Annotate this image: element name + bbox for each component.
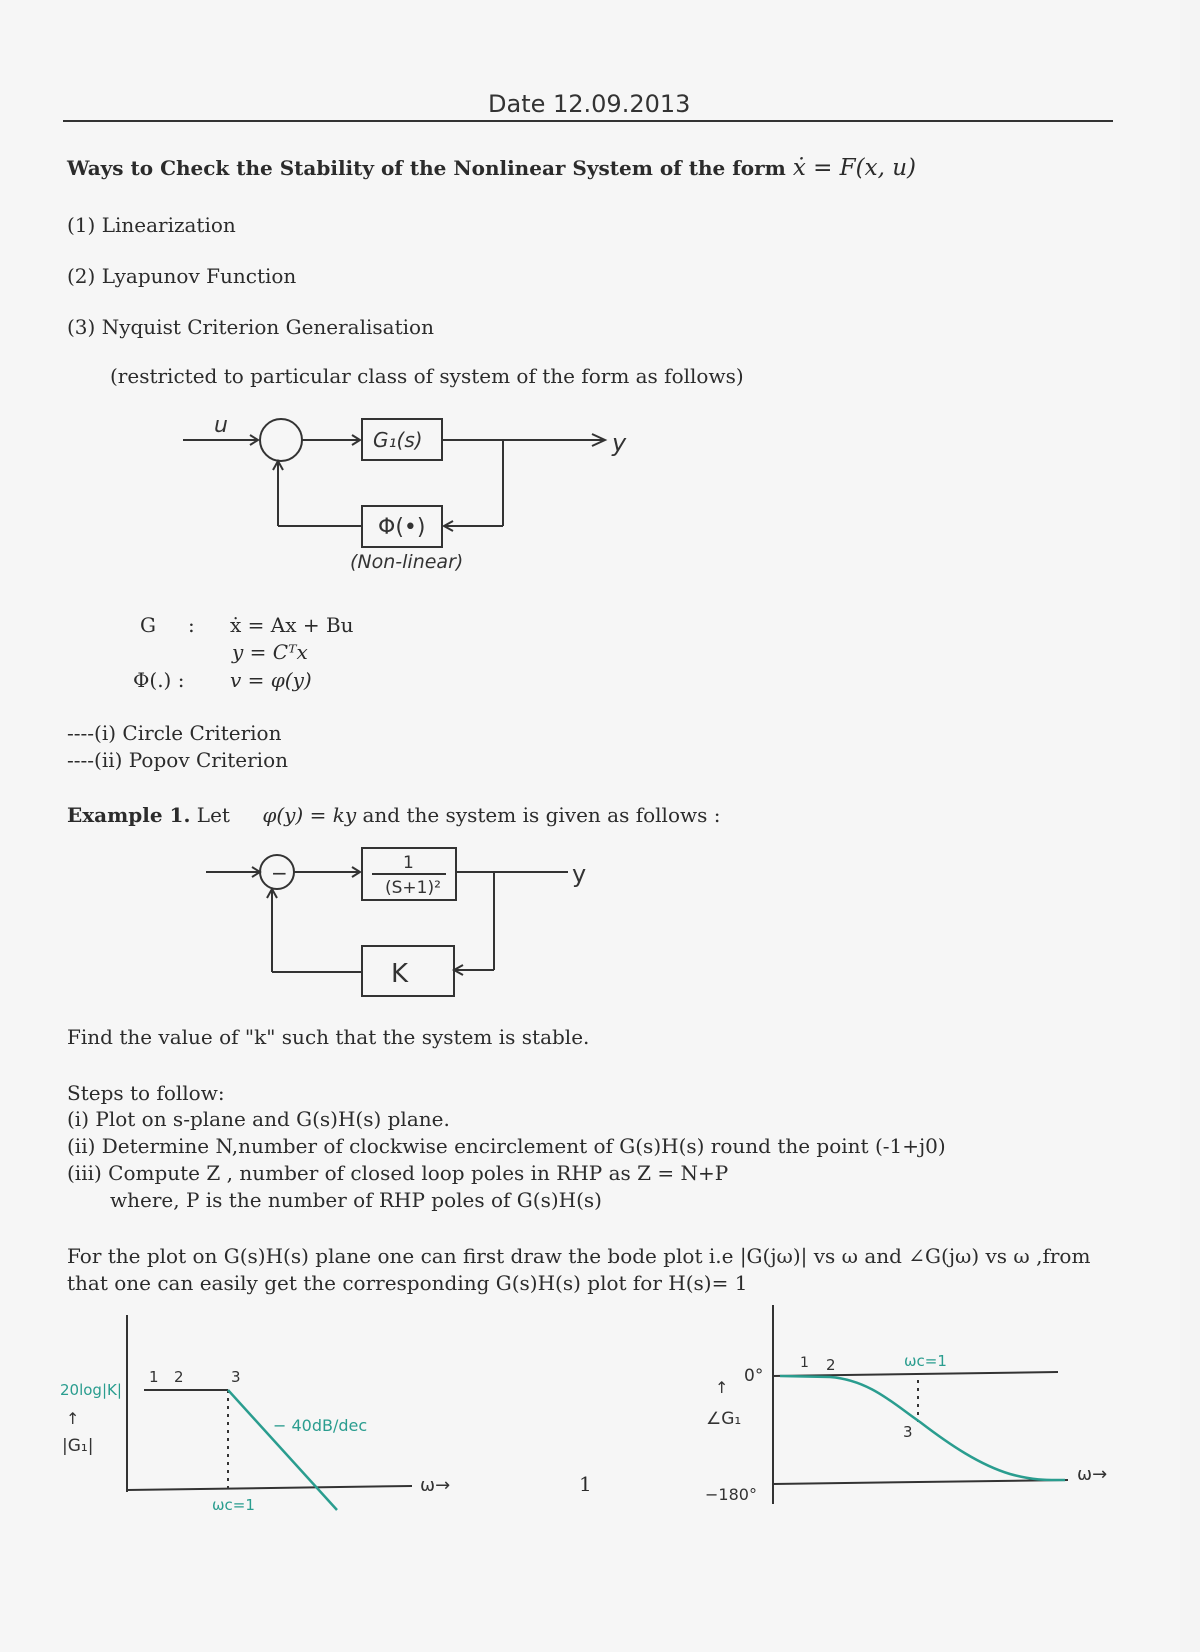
- diagram1-forward-block: G₁(s): [373, 428, 423, 452]
- phase-pt-3: 3: [903, 1423, 913, 1441]
- mag-xaxis: ω→: [420, 1475, 451, 1496]
- bode-text-line2: that one can easily get the corresponding G(s)H(s) plot for H(s)= 1: [67, 1271, 748, 1295]
- eq-phi-label: Φ(.) :: [133, 668, 185, 692]
- step-1: (i) Plot on s-plane and G(s)H(s) plane.: [67, 1107, 450, 1131]
- eq-colon: :: [188, 613, 195, 637]
- mag-arrow: ↑: [66, 1409, 80, 1428]
- phase-corner: ωc=1: [904, 1352, 947, 1370]
- bode-text-line1: For the plot on G(s)H(s) plane one can first draw the bode plot i.e |G(jω)| vs ω and ∠G(jω) vs ω ,from: [67, 1244, 1091, 1268]
- method-3: (3) Nyquist Criterion Generalisation: [67, 315, 434, 339]
- mag-pt-2: 2: [174, 1368, 184, 1386]
- method-1: (1) Linearization: [67, 213, 236, 237]
- mag-slope: − 40dB/dec: [273, 1416, 368, 1435]
- diagram1-output-label: y: [612, 429, 627, 457]
- diagram2-sum-sign: −: [271, 861, 288, 885]
- example-phi: φ(y) = ky: [262, 803, 357, 827]
- step-3: (iii) Compute Z , number of closed loop poles in RHP as Z = N+P: [67, 1161, 729, 1185]
- criterion-circle: ----(i) Circle Criterion: [67, 721, 282, 745]
- example-label: Example 1.: [67, 803, 191, 827]
- phase-pt-1: 1: [800, 1355, 809, 1371]
- mag-pt-1: 1: [149, 1368, 159, 1386]
- diagram1-feedback-block: Φ(•): [378, 515, 426, 540]
- phase-top-label: 0°: [744, 1366, 764, 1386]
- criterion-popov: ----(ii) Popov Criterion: [67, 748, 288, 772]
- diagram1-feedback-note: (Non-linear): [350, 551, 464, 573]
- mag-ylabel: |G₁|: [62, 1436, 94, 1456]
- method-2: (2) Lyapunov Function: [67, 264, 297, 288]
- phase-ylabel: ∠G₁: [706, 1409, 742, 1429]
- diagram2-feedback-block: K: [391, 959, 409, 989]
- steps-heading: Steps to follow:: [67, 1081, 225, 1105]
- phase-bottom-label: −180°: [705, 1485, 757, 1504]
- phase-pt-2: 2: [826, 1356, 836, 1374]
- example-rest: and the system is given as follows :: [362, 803, 721, 827]
- date-header: Date 12.09.2013: [488, 90, 691, 118]
- eq-g-1: ẋ = Ax + Bu: [230, 613, 354, 637]
- diagram2-output-label: y: [572, 860, 587, 888]
- phase-arrow: ↑: [715, 1378, 729, 1397]
- mag-pt-3: 3: [231, 1368, 241, 1386]
- find-text: Find the value of "k" such that the system is stable.: [67, 1025, 590, 1049]
- phase-xaxis: ω→: [1077, 1464, 1108, 1485]
- example-let: Let: [196, 803, 230, 827]
- mag-corner: ωc=1: [212, 1496, 255, 1514]
- eq-g-label: G: [140, 613, 156, 637]
- diagram2-forward-num: 1: [403, 853, 414, 873]
- title-text: Ways to Check the Stability of the Nonlinear System of the form: [67, 156, 786, 180]
- diagram1-input-label: u: [214, 413, 228, 438]
- title-equation: ẋ = F(x, u): [792, 155, 916, 181]
- diagram2-forward-den: (S+1)²: [385, 878, 441, 898]
- step-2: (ii) Determine N,number of clockwise encirclement of G(s)H(s) round the point (-1+j0): [67, 1134, 946, 1158]
- eq-phi: v = φ(y): [230, 668, 312, 692]
- restricted-note: (restricted to particular class of system of the form as follows): [110, 364, 744, 388]
- mag-ylabel-top: 20log|K|: [60, 1381, 122, 1399]
- eq-g-2: y = Cᵀx: [232, 640, 308, 664]
- page-number: 1: [579, 1472, 592, 1496]
- step-3-note: where, P is the number of RHP poles of G(s)H(s): [110, 1188, 602, 1212]
